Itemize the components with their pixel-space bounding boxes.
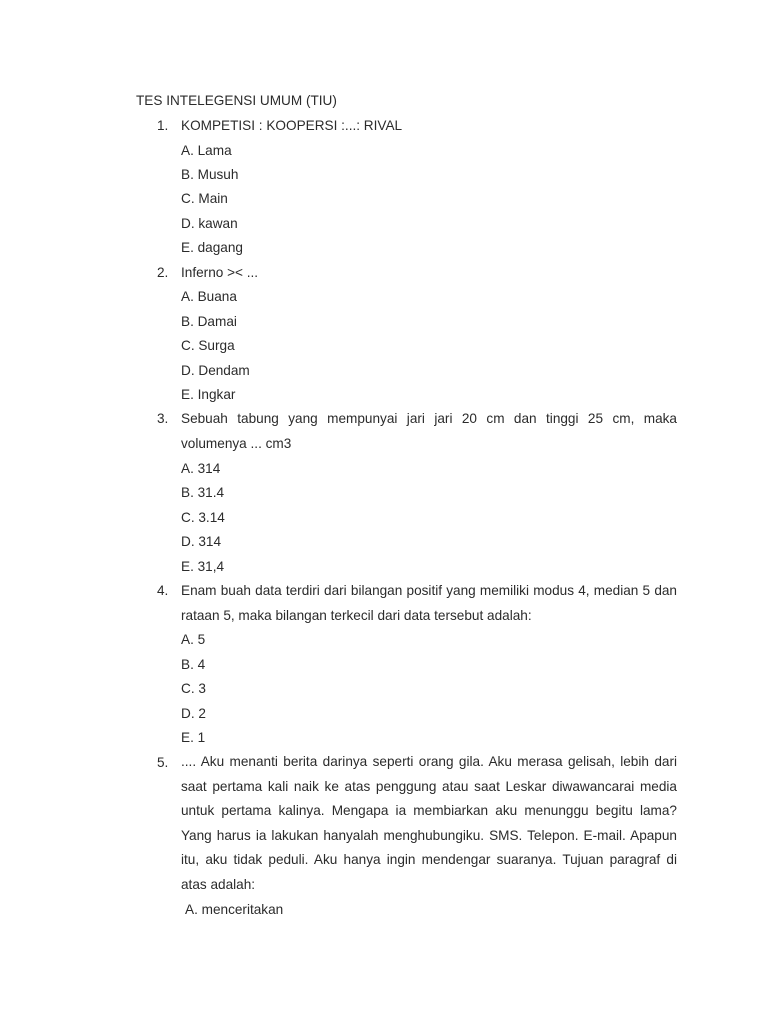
question-3-option-c: C. 3.14 bbox=[181, 510, 225, 525]
question-1-number: 1. bbox=[157, 118, 169, 133]
question-3-text: Sebuah tabung yang mempunyai jari jari 20 cm dan tinggi 25 cm, maka volumenya ... cm3 bbox=[181, 411, 677, 451]
question-2-option-d: D. Dendam bbox=[181, 363, 250, 378]
question-5-number: 5. bbox=[157, 755, 169, 770]
question-4-option-d: D. 2 bbox=[181, 706, 206, 721]
question-1-option-b: B. Musuh bbox=[181, 167, 239, 182]
question-2-option-c: C. Surga bbox=[181, 338, 235, 353]
question-4-number: 4. bbox=[157, 583, 169, 598]
question-2-option-a: A. Buana bbox=[181, 289, 237, 304]
question-3-option-b: B. 31.4 bbox=[181, 485, 225, 500]
question-2-number: 2. bbox=[157, 265, 169, 280]
question-1-option-a: A. Lama bbox=[181, 143, 232, 158]
question-4-option-b: B. 4 bbox=[181, 657, 206, 672]
document-title: TES INTELEGENSI UMUM (TIU) bbox=[136, 93, 337, 108]
question-4-option-a: A. 5 bbox=[181, 632, 206, 647]
question-3-option-e: E. 31,4 bbox=[181, 559, 225, 574]
question-5-text: .... Aku menanti berita darinya seperti orang gila. Aku merasa gelisah, lebih dari saat pertama kali naik ke atas penggung atau saat Leskar diwawancarai media untuk pertama kalinya. Mengapa ia membiarkan aku menunggu begitu lama? Yang harus ia lakukan hanyalah menghubungiku. SMS. Telepon. E-mail. Apapun itu, aku tidak peduli. Aku hanya ingin mendengar suaranya. Tujuan paragraf di atas adalah: bbox=[181, 754, 677, 892]
question-4-text: Enam buah data terdiri dari bilangan positif yang memiliki modus 4, median 5 dan rataan 5, maka bilangan terkecil dari data tersebut adalah: bbox=[181, 583, 677, 623]
question-2-text: Inferno >< ... bbox=[181, 265, 259, 280]
question-2-option-e: E. Ingkar bbox=[181, 387, 236, 402]
question-3-option-d: D. 314 bbox=[181, 534, 222, 549]
question-1-option-e: E. dagang bbox=[181, 240, 243, 255]
question-1-option-d: D. kawan bbox=[181, 216, 238, 231]
question-5-option-a: A. menceritakan bbox=[185, 902, 284, 917]
question-1-text: KOMPETISI : KOOPERSI :...: RIVAL bbox=[181, 118, 403, 133]
question-3-number: 3. bbox=[157, 411, 169, 426]
question-3-option-a: A. 314 bbox=[181, 461, 221, 476]
question-2-option-b: B. Damai bbox=[181, 314, 237, 329]
question-4-option-e: E. 1 bbox=[181, 730, 206, 745]
question-1-option-c: C. Main bbox=[181, 191, 228, 206]
question-4-option-c: C. 3 bbox=[181, 681, 206, 696]
